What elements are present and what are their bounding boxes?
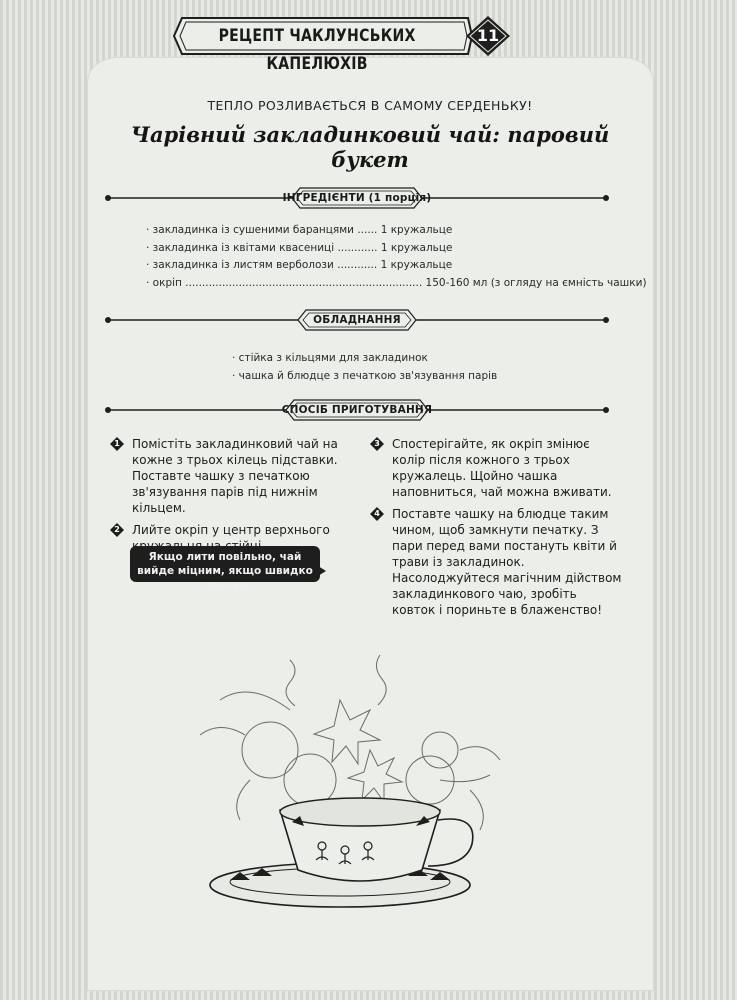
ingredient-item: · закладинка із сушеними баранцями ...... 1 кружальце: [146, 224, 453, 236]
method-label: СПОСІБ ПРИГОТУВАННЯ: [281, 404, 433, 416]
step-4: [370, 506, 622, 618]
step-text: Спостерігайте, як окріп змінює колір після кожного з трьох кружалець. Щойно чашка наповниться, чай можна вживати.: [392, 437, 612, 499]
tagline: ТЕПЛО РОЗЛИВАЄТЬСЯ В САМОМУ СЕРДЕНЬКУ!: [207, 98, 533, 113]
chapter-number: 11: [476, 26, 500, 45]
method-heading: [104, 398, 610, 422]
ingredient-item: · закладинка із квітами квасениці ............ 1 кружальце: [146, 241, 453, 254]
step-number-badge: 3: [370, 437, 384, 451]
tip-bubble-tail: [318, 566, 326, 576]
step-number-badge: 1: [110, 437, 124, 451]
step-number-badge: 4: [370, 507, 384, 521]
equipment-label: ОБЛАДНАННЯ: [313, 314, 401, 326]
ingredients-heading: [104, 186, 610, 210]
step-1: [110, 436, 358, 516]
steps-left-column: [110, 436, 358, 560]
step-3: [370, 436, 622, 500]
teacup-illustration: [140, 640, 540, 940]
equipment-list: [232, 349, 612, 385]
ingredients-label: ІНГРЕДІЄНТИ (1 порція): [282, 192, 432, 204]
ingredients-list: [146, 222, 647, 292]
step-text: Помістіть закладинковий чай на кожне з трьох кілець підставки. Поставте чашку з печаткою зв'язування парів під нижнім кільцем.: [132, 437, 338, 515]
header-title: РЕЦЕПТ ЧАКЛУНСЬКИХ КАПЕЛЮХІВ: [218, 26, 416, 74]
equipment-item: · чашка й блюдце з печаткою зв'язування парів: [232, 370, 498, 382]
step-text: Поставте чашку на блюдце таким чином, щоб замкнути печатку. З пари перед вами постануть квіти й трави із закладинок. Насолоджуйтеся магічним дійством закладинкового чаю, зробіть ковток і пориньте в блаженство!: [392, 507, 622, 617]
step-text: Лийте окріп у центр верхнього: [132, 523, 330, 537]
header-banner: [172, 14, 518, 74]
equipment-heading: [104, 308, 610, 332]
ingredient-item: · окріп ....................................................................... 150-160 мл (з огляду на ємність чашки): [146, 276, 647, 289]
equipment-item: · стійка з кільцями для закладинок: [232, 352, 428, 364]
step-number-badge: 2: [110, 523, 124, 537]
recipe-title: Чарівний закладинковий чай: паровий букет: [130, 122, 610, 172]
ingredient-item: · закладинка із листям верболози ............ 1 кружальце: [146, 259, 453, 271]
tip-bubble: Якщо лити повільно, чай вийде міцним, якщо швидко - легким.: [130, 546, 320, 582]
steps-right-column: [370, 436, 622, 624]
